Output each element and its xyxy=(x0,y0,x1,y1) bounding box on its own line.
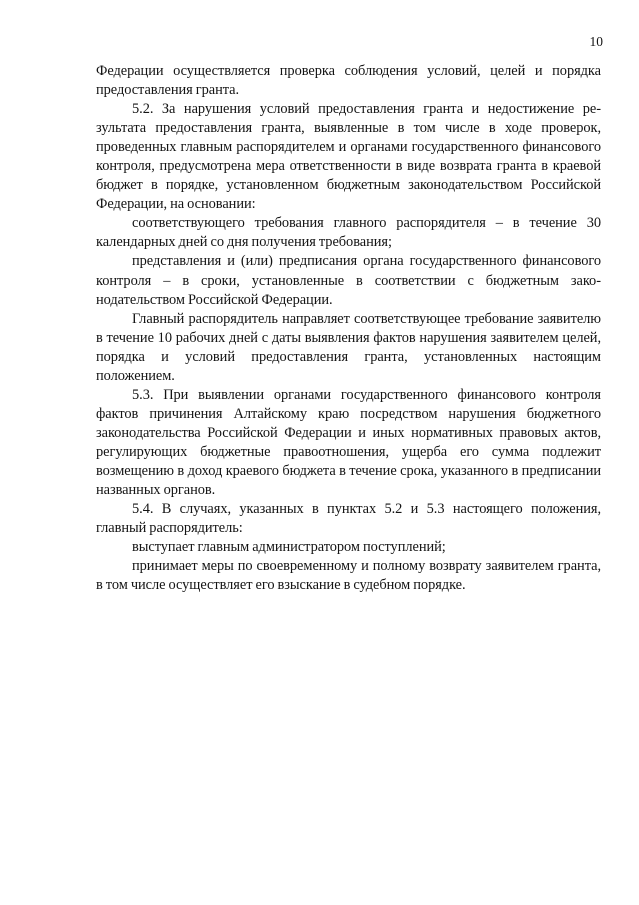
document-body xyxy=(96,62,601,595)
paragraph-5-3: 5.3. При выявлении органами государственного финансового контроля фактов причинения Алтайскому краю посредством нарушения бюджетного законодательства Российской Федерации и иных нормативных правовых актов, регулирующих бюджетные правоотношения, ущерба его сумма подлежит возмещению в доход краевого бюджета в течение срока, указанного в предписании названных органов. xyxy=(96,386,601,499)
paragraph-5-4-administrator: выступает главным администратором поступлений; xyxy=(132,539,446,556)
paragraph-5-2: 5.2. За нарушения условий предоставления гранта и недостижение результата предоставления гранта, выявленные в том числе в ходе проверок, проведенных главным распорядителем и органами государственного финансового контроля, предусмотрена мера ответственности в виде возврата гранта в краевой бюджет в порядке, установленном бюджетным законодательством Российской Федерации, на основании: xyxy=(96,101,601,213)
paragraph-5-2-representation: представления и (или) предписания органа государственного финансового контроля – в сроки, установленные в соответствии с бюджетным законодательством Российской Федерации. xyxy=(96,253,601,308)
page-number: 10 xyxy=(589,34,603,49)
paragraph-5-2-demand: соответствующего требования главного распорядителя – в течение 30 календарных дней со дня получения требования; xyxy=(96,215,601,251)
paragraph-5-2-main-manager: Главный распорядитель направляет соответствующее требование заявителю в течение 10 рабочих дней с даты выявления фактов нарушения заявителем целей, порядка и условий предоставления гранта, установленных настоящим положением. xyxy=(96,310,601,384)
paragraph-5-4: 5.4. В случаях, указанных в пунктах 5.2 и 5.3 настоящего положения, главный распорядитель: xyxy=(96,501,601,537)
paragraph-continuation: Федерации осуществляется проверка соблюдения условий, целей и порядка предоставления гранта. xyxy=(96,63,601,99)
paragraph-5-4-measures: принимает меры по своевременному и полному возврату заявителем гранта, в том числе осуществляет его взыскание в судебном порядке. xyxy=(96,558,601,594)
